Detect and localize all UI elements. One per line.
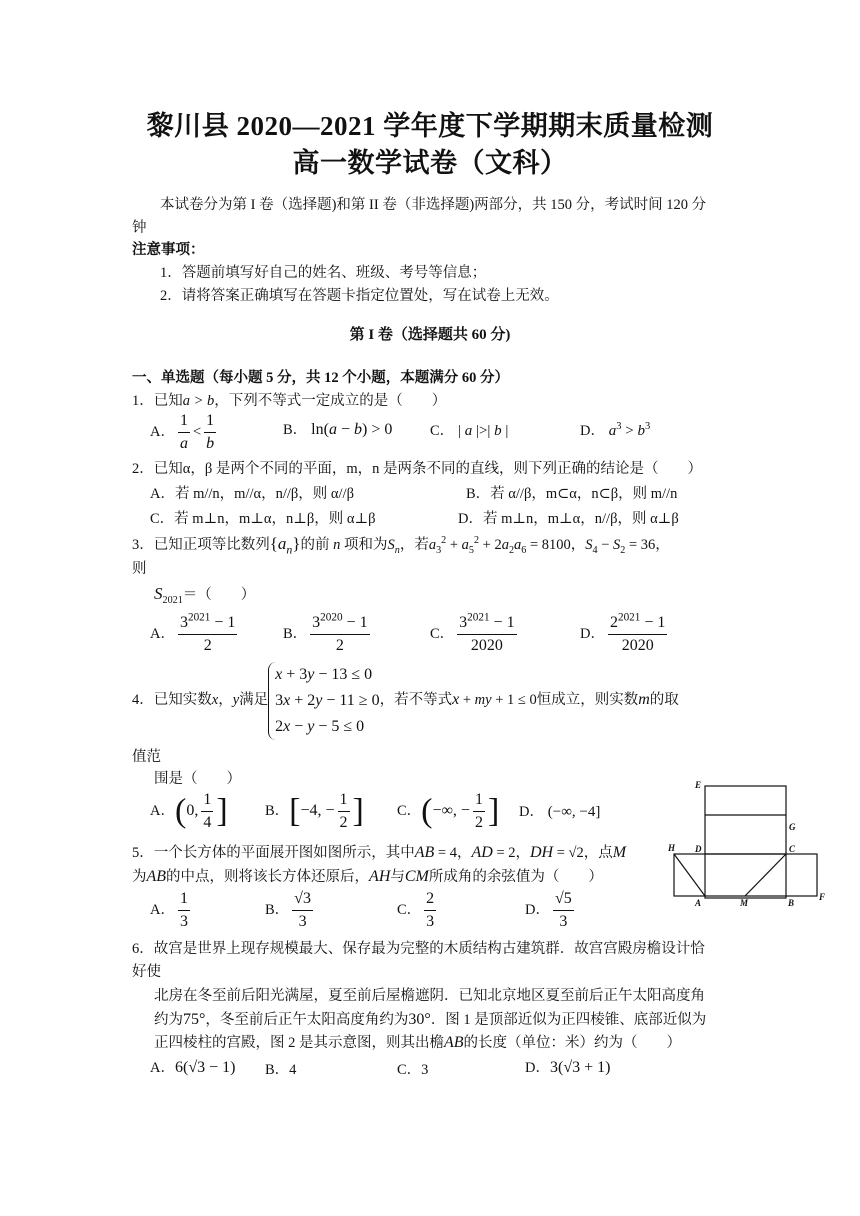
q1-option-b: B． ln(a − b) > 0 (283, 421, 393, 438)
q5-option-b: B． $\frac{√3}{3}$ (265, 890, 311, 931)
label-g: G (789, 822, 796, 832)
q4-option-a: A．(0, $\frac{1}{4}$ ] (150, 791, 228, 832)
notice-item-1: 1．答题前填写好自己的姓名、班级、考号等信息； (160, 265, 487, 281)
q6-line2: 好使 (132, 964, 161, 980)
q6-line4: 约为75°，冬至前后正午太阳高度角约为30°．图 1 是顶部近似为正四棱锥、底部近似为 (154, 1011, 707, 1028)
label-h: H (668, 843, 676, 853)
segment-ah (674, 854, 705, 896)
label-a: A (695, 898, 702, 908)
q4-option-d: D． (−∞, −4] (519, 804, 601, 820)
q1-option-c: C． | a |>| b | (430, 423, 509, 439)
q6-line3: 北房在冬至前后阳光满屋，夏至前后屋檐遮阴．已知北京地区夏至前后正午太阳高度角 (154, 988, 705, 1004)
q2-stem: 2．已知α，β 是两个不同的平面，m，n 是两条不同的直线，则下列正确的结论是（ ） (132, 461, 702, 477)
q3-then: 则 (132, 561, 147, 577)
q4-wrap2: 围是（ ） (154, 771, 241, 787)
exam-title-line1: 黎川县 2020—2021 学年度下学期期末质量检测 (146, 111, 714, 141)
q5-line1: 5．一个长方体的平面展开图如图所示，其中AB = 4，AD = 2，DH = √2，点M (132, 844, 627, 861)
q3-blank: $S_{2021}=$（ ） (154, 584, 256, 606)
q3-option-d: D． $\frac{2^{2021} - 1}{2020}$ (580, 611, 666, 655)
q5-line2: 为AB的中点，则将该长方体还原后，AH与CM所成角的余弦值为（ ） (132, 868, 603, 885)
q6-option-b: B．4 (265, 1062, 297, 1078)
section1-heading: 一、单选题（每小题 5 分，共 12 个小题，本题满分 60 分） (132, 370, 509, 386)
label-d: D (695, 844, 702, 854)
cuboid-net-figure (668, 776, 833, 911)
q6-option-d: D．3(√3 + 1) (525, 1059, 611, 1076)
q3-option-c: C． $\frac{3^{2021} - 1}{2020}$ (430, 611, 515, 655)
q6-line5: 正四棱柱的宫殿，图 2 是其示意图，则其出檐AB的长度（单位：米）约为（ ） (154, 1034, 682, 1051)
q4-option-c: C．(−∞, − $\frac{1}{2}$ ] (397, 791, 500, 832)
q6-option-c: C．3 (397, 1062, 429, 1078)
net-central-strip (705, 786, 786, 898)
label-c: C (789, 844, 796, 854)
q2-option-a: A．若 m//n，m//α，n//β，则 α//β (150, 486, 354, 502)
intro-line1: 本试卷分为第 I 卷（选择题)和第 II 卷（非选择题)两部分，共 150 分，考试时间 120 分 (160, 197, 707, 213)
label-b: B (788, 898, 795, 908)
q5-option-d: D． $\frac{√5}{3}$ (525, 890, 572, 931)
q1-stem: 1．已知a > b，下列不等式一定成立的是（ ） (132, 393, 447, 409)
notice-heading: 注意事项： (132, 242, 205, 258)
q3-option-b: B． $\frac{3^{2020} - 1}{2}$ (283, 611, 368, 655)
label-f: F (819, 892, 826, 902)
part1-heading: 第 I 卷（选择题共 60 分) (349, 327, 511, 343)
q4-wrap1: 值范 (132, 749, 161, 765)
q5-option-c: C． $\frac{2}{3}$ (397, 890, 435, 931)
q2-option-b: B．若 α//β，m⊂α，n⊂β，则 m//n (466, 486, 678, 502)
q6-option-a: A．6(√3 − 1) (150, 1059, 236, 1076)
q3-option-a: A． $\frac{3^{2021} - 1}{2}$ (150, 611, 236, 655)
q2-option-c: C．若 m⊥n，m⊥α，n⊥β，则 α⊥β (150, 511, 376, 527)
q4-constraint-system: x + 3y − 13 ≤ 0 3x + 2y − 11 ≥ 0 2x − y − 5 ≤ 0 (268, 662, 379, 740)
q2-option-d: D．若 m⊥n，m⊥α，n//β，则 α⊥β (458, 511, 679, 527)
q6-line1: 6．故宫是世界上现存规模最大、保存最为完整的木质结构古建筑群．故宫宫殿房檐设计恰 (132, 941, 705, 957)
q4-stem: 4．已知实数x，y满足 x + 3y − 13 ≤ 0 3x + 2y − 11 ≥ 0 2x − y − 5 ≤ 0 ，若不等式x + my + 1 ≤ 0恒成立，则实数m的取 (132, 660, 679, 740)
net-side-strip (674, 854, 817, 896)
q1-option-a: A． $\frac{1}{a}$ < $\frac{1}{b}$ (150, 412, 215, 452)
q1-option-d: D． $a^3 > b^3$ (580, 421, 651, 439)
q4-option-b: B．[−4, − $\frac{1}{2}$ ] (265, 791, 364, 832)
q1-condition: a > b (182, 393, 215, 409)
q3-stem: 3．已知正项等比数列$\{a_n\}$的前 n 项和为$S_n$，若$a_3^2 + a_5^2 + 2a_2a_6 = 8100$，$S_4 - S_2 = 36$， (132, 534, 670, 557)
intro-line2: 钟 (132, 220, 147, 236)
label-e: E (695, 780, 702, 790)
exam-title-line2: 高一数学试卷（文科） (292, 148, 568, 178)
q5-option-a: A． $\frac{1}{3}$ (150, 890, 188, 931)
segment-mc (745, 854, 786, 896)
label-m: M (740, 898, 749, 908)
notice-item-2: 2．请将答案正确填写在答题卡指定位置处，写在试卷上无效。 (160, 288, 559, 304)
